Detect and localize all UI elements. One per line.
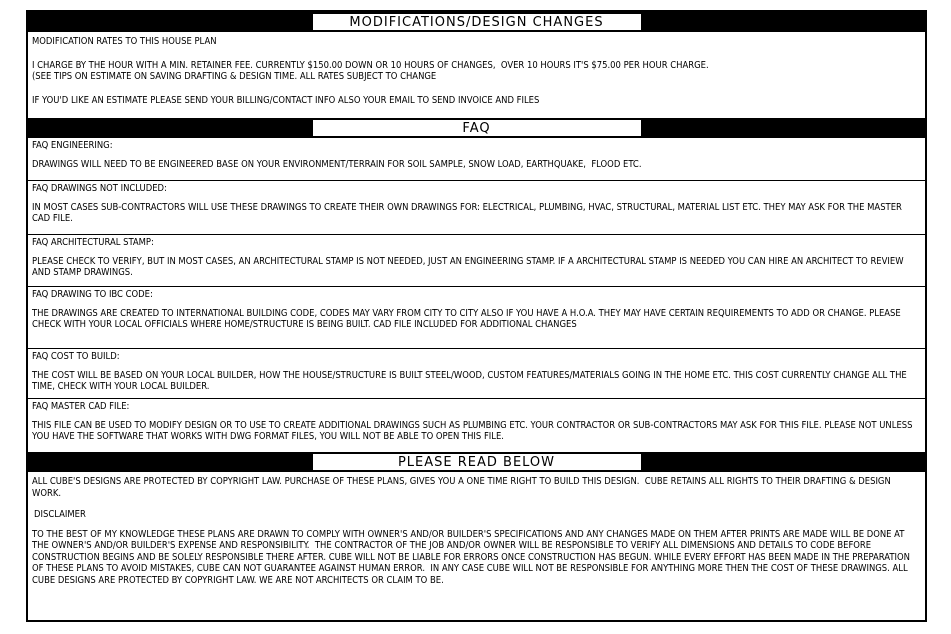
faq-body: PLEASE CHECK TO VERIFY, BUT IN MOST CASES, AN ARCHITECTURAL STAMP IS NOT NEEDED, JUST AN ENGINEERING STAMP. IF A ARCHITECTURAL STAMP IS NEEDED YOU CAN HIRE AN ARCHITECT TO REVIEW AND STAMP DRAWINGS.: [32, 255, 907, 278]
faq-item-drawings-not-included: [28, 180, 925, 234]
disclaimer-heading: DISCLAIMER: [34, 509, 86, 520]
faq-item-ibc-code: [28, 286, 925, 348]
faq-item-architectural-stamp: [28, 234, 925, 286]
read-below-section: [28, 472, 925, 586]
read-below-header-bar: [28, 452, 925, 472]
faq-item-master-cad-file: [28, 398, 925, 452]
modifications-section: [28, 32, 925, 118]
faq-heading: FAQ ARCHITECTURAL STAMP:: [32, 237, 154, 248]
disclaimer-body: TO THE BEST OF MY KNOWLEDGE THESE PLANS ARE DRAWN TO COMPLY WITH OWNER'S AND/OR BUILDER'S SPECIFICATIONS AND ANY CHANGES MADE ON THEM AFTER PRINTS ARE MADE WILL BE DONE AT THE OWNER'S AND/OR BUILDER'S EXPENSE AND RESPONSIBILITY. THE CONTRACTOR OF THE JOB AND/OR OWNER WILL BE RESPONSIBLE TO VERIFY ALL DIMENSIONS AND DETAILS TO CODE BEFORE CONSTRUCTION BEGINS AND BE SOLELY RESPONSIBLE THERE AFTER. CUBE WILL NOT BE LIABLE FOR ERRORS ONCE CONSTRUCTION HAS BEGUN. WHILE EVERY EFFORT HAS BEEN MADE IN THE PREPARATION OF THESE PLANS TO AVOID MISTAKES, CUBE CAN NOT GUARANTEE AGAINST HUMAN ERROR. IN ANY CASE CUBE WILL NOT BE RESPONSIBLE FOR ANYTHING MORE THEN THE COST OF THESE DRAWINGS. ALL CUBE DESIGNS ARE PROTECTED BY COPYRIGHT LAW. WE ARE NOT ARCHITECTS OR CLAIM TO BE.: [32, 528, 913, 586]
faq-item-engineering: [28, 138, 925, 180]
faq-heading: FAQ COST TO BUILD:: [32, 351, 120, 362]
faq-heading: FAQ DRAWINGS NOT INCLUDED:: [32, 183, 167, 194]
faq-section: [28, 138, 925, 452]
faq-title: FAQ: [313, 120, 641, 136]
faq-body: THIS FILE CAN BE USED TO MODIFY DESIGN OR TO USE TO CREATE ADDITIONAL DRAWINGS SUCH AS PLUMBING ETC. YOUR CONTRACTOR OR SUB-CONTRACTORS MAY ASK FOR THIS FILE. PLEASE NOT UNLESS YOU HAVE THE SOFTWARE THAT WORKS WITH DWG FORMAT FILES, YOU WILL NOT BE ABLE TO OPEN THIS FILE.: [32, 419, 916, 442]
copyright-notice: ALL CUBE'S DESIGNS ARE PROTECTED BY COPYRIGHT LAW. PURCHASE OF THESE PLANS, GIVES YOU A ONE TIME RIGHT TO BUILD THIS DESIGN. CUBE RETAINS ALL RIGHTS TO THEIR DRAFTING & DESIGN WORK.: [32, 476, 894, 499]
modification-rates-heading: MODIFICATION RATES TO THIS HOUSE PLAN: [32, 36, 217, 47]
read-below-title: PLEASE READ BELOW: [313, 454, 641, 470]
faq-heading: FAQ DRAWING TO IBC CODE:: [32, 289, 153, 300]
faq-body: THE COST WILL BE BASED ON YOUR LOCAL BUILDER, HOW THE HOUSE/STRUCTURE IS BUILT STEEL/WOOD, CUSTOM FEATURES/MATERIALS GOING IN THE HOME ETC. THIS COST CURRENTLY CHANGE ALL THE TIME, CHECK WITH YOUR LOCAL BUILDER.: [32, 369, 910, 392]
modifications-title: MODIFICATIONS/DESIGN CHANGES: [313, 14, 641, 30]
hourly-rate-text: I CHARGE BY THE HOUR WITH A MIN. RETAINER FEE. CURRENTLY $150.00 DOWN OR 10 HOURS OF CHANGES, OVER 10 HOURS IT'S $75.00 PER HOUR CHARGE.: [32, 59, 709, 71]
estimate-request-text: IF YOU'D LIKE AN ESTIMATE PLEASE SEND YOUR BILLING/CONTACT INFO ALSO YOUR EMAIL TO SEND INVOICE AND FILES: [32, 94, 540, 106]
tips-note-text: (SEE TIPS ON ESTIMATE ON SAVING DRAFTING & DESIGN TIME. ALL RATES SUBJECT TO CHANGE: [32, 71, 437, 82]
faq-heading: FAQ ENGINEERING:: [32, 140, 113, 151]
faq-item-cost-to-build: [28, 348, 925, 398]
plan-notes-sheet: [26, 10, 927, 622]
faq-body: IN MOST CASES SUB-CONTRACTORS WILL USE THESE DRAWINGS TO CREATE THEIR OWN DRAWINGS FOR: ELECTRICAL, PLUMBING, HVAC, STRUCTURAL, MATERIAL LIST ETC. THEY MAY ASK FOR THE MASTER CAD FILE.: [32, 201, 905, 224]
faq-body: DRAWINGS WILL NEED TO BE ENGINEERED BASE ON YOUR ENVIRONMENT/TERRAIN FOR SOIL SAMPLE, SNOW LOAD, EARTHQUAKE, FLOOD ETC.: [32, 158, 642, 170]
modifications-header-bar: [28, 12, 925, 32]
faq-heading: FAQ MASTER CAD FILE:: [32, 401, 130, 412]
faq-header-bar: [28, 118, 925, 138]
faq-body: THE DRAWINGS ARE CREATED TO INTERNATIONAL BUILDING CODE, CODES MAY VARY FROM CITY TO CITY ALSO IF YOU HAVE A H.O.A. THEY MAY HAVE CERTAIN REQUIREMENTS TO ADD OR CHANGE. PLEASE CHECK WITH YOUR LOCAL OFFICIALS WHERE HOME/STRUCTURE IS BEING BUILT. CAD FILE INCLUDED FOR ADDITIONAL CHANGES: [32, 307, 904, 330]
